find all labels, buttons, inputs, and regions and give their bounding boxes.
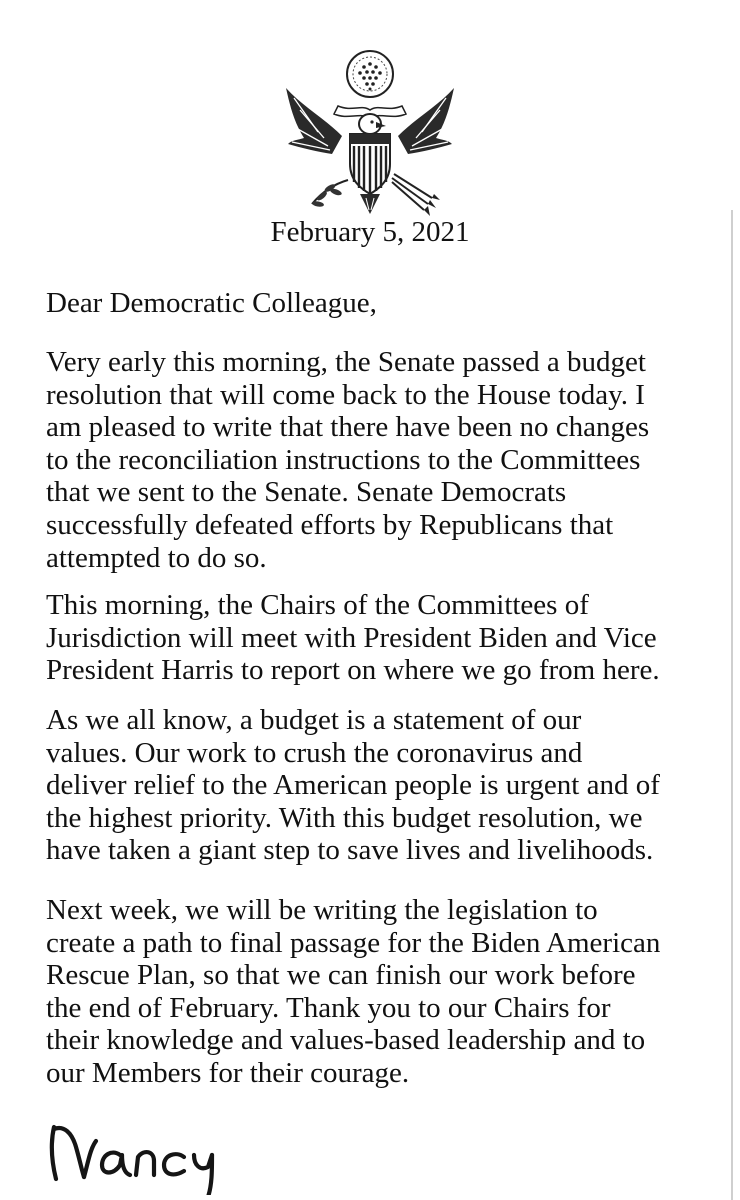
paragraph-line: This morning, the Chairs of the Committees of — [46, 589, 589, 621]
paragraph-line: their knowledge and values-based leadership and to — [46, 1024, 646, 1057]
paragraph-line: deliver relief to the American people is urgent and of — [46, 769, 660, 802]
paragraph-line: our Members for their courage. — [46, 1056, 410, 1089]
paragraph-line: successfully defeated efforts by Republicans that — [46, 508, 614, 541]
paragraph-next-week — [46, 894, 730, 1090]
paragraph-chairs-meeting — [46, 589, 730, 687]
paragraph-line: Rescue Plan, so that we can finish our work before — [46, 959, 636, 992]
paragraph-line: resolution that will come back to the House today. I — [46, 378, 645, 411]
paragraph-line: Jurisdiction will meet with President Biden and Vice — [46, 621, 657, 654]
paragraph-line: the highest priority. With this budget resolution, we — [46, 801, 643, 834]
paragraph-senate-passed — [46, 346, 730, 574]
paragraph-line: to the reconciliation instructions to the Committees — [46, 443, 641, 476]
paragraph-line: that we sent to the Senate. Senate Democrats — [46, 476, 567, 509]
paragraph-line: am pleased to write that there have been no changes — [46, 411, 650, 444]
salutation: Dear Democratic Colleague, — [46, 287, 377, 319]
paragraph-line: the end of February. Thank you to our Chairs for — [46, 991, 611, 1024]
letter-date: February 5, 2021 — [270, 216, 470, 248]
seal-of-the-united-states-icon — [272, 48, 468, 224]
paragraph-line: Next week, we will be writing the legislation to — [46, 894, 598, 926]
paragraph-line: President Harris to report on where we go from here. — [46, 654, 660, 687]
page-edge-divider — [731, 210, 733, 1200]
handwritten-signature — [36, 1105, 256, 1195]
paragraph-line: attempted to do so. — [46, 541, 267, 574]
paragraph-line: create a path to final passage for the Biden American — [46, 926, 661, 959]
paragraph-line: have taken a giant step to save lives and livelihoods. — [46, 834, 654, 867]
paragraph-line: As we all know, a budget is a statement of our — [46, 704, 582, 736]
paragraph-line: Very early this morning, the Senate passed a budget — [46, 346, 646, 378]
paragraph-line: values. Our work to crush the coronavirus and — [46, 736, 583, 769]
paragraph-budget-values — [46, 704, 730, 867]
